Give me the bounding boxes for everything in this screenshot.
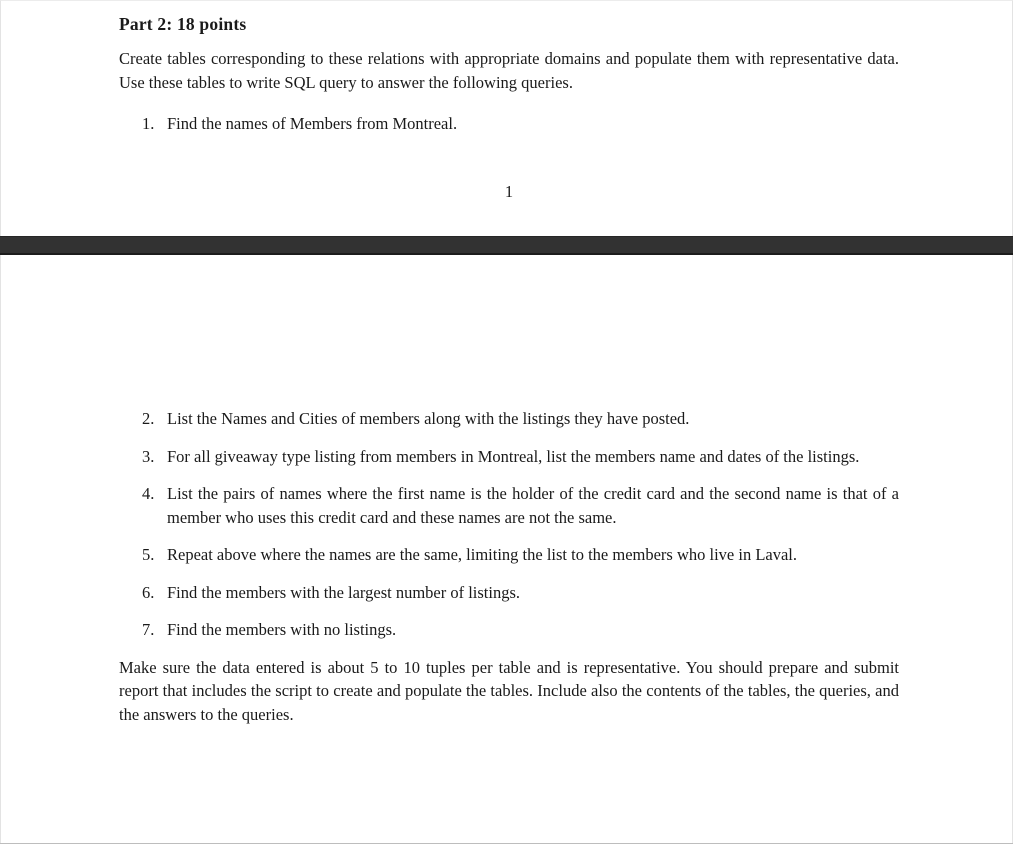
list-item	[142, 407, 899, 431]
list-item	[142, 112, 899, 136]
list-item-text: List the Names and Cities of members along with the listings they have posted.	[167, 409, 690, 428]
document-page-2	[0, 255, 1013, 843]
page-separator-bar	[0, 236, 1013, 255]
document-page-1	[0, 0, 1013, 236]
list-item	[142, 445, 899, 469]
list-item-text: Repeat above where the names are the same, limiting the list to the members who live in Laval.	[167, 545, 798, 564]
list-item-number: 5.	[142, 545, 155, 564]
list-item-number: 7.	[142, 620, 155, 639]
closing-paragraph: Make sure the data entered is about 5 to 10 tuples per table and is representative. You should prepare and submit report that includes the script to create and populate the tables. Include also the contents of the tables, the queries, and the answers to the queries.	[119, 657, 899, 724]
list-item-text: Find the members with the largest number of listings.	[167, 582, 521, 602]
list-item-number: 1.	[142, 114, 155, 133]
intro-paragraph: Create tables corresponding to these relations with appropriate domains and populate them with representative data. Use these tables to write SQL query to answer the following queries.	[119, 49, 899, 92]
list-item-number: 3.	[142, 446, 155, 466]
list-item-text: Find the members with no listings.	[167, 620, 397, 639]
list-item-number: 6.	[142, 582, 155, 602]
list-item-text: List the pairs of names where the first name is the holder of the credit card and the second name is that of a member who uses this credit card and these names are not the same.	[167, 484, 899, 527]
list-item-number: 2.	[142, 409, 155, 428]
question-list-page-2	[119, 255, 899, 642]
list-item	[142, 543, 899, 567]
list-item-text: Find the names of Members from Montreal.	[167, 114, 458, 133]
page-1-content	[1, 1, 1012, 202]
list-item	[142, 482, 899, 529]
part-heading: Part 2: 18 points	[119, 14, 247, 34]
question-list-page-1	[119, 112, 899, 136]
list-item-text: For all giveaway type listing from members in Montreal, list the members name and dates of the listings.	[167, 446, 860, 466]
page-2-content	[1, 255, 1012, 726]
list-item	[142, 581, 899, 605]
list-item-number: 4.	[142, 484, 155, 503]
page-number: 1	[504, 181, 514, 201]
list-item	[142, 618, 899, 642]
